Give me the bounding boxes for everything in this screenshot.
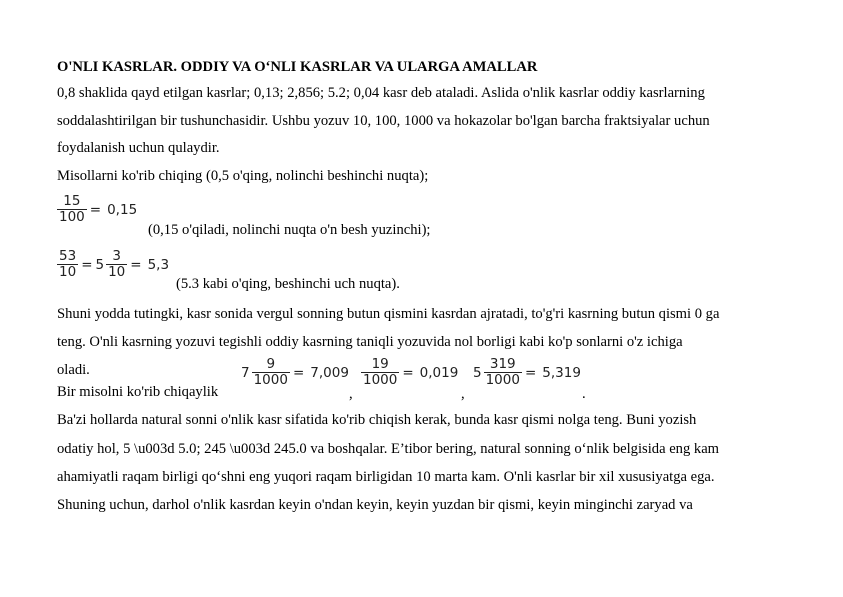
formula-example-2: $\frac{53}{10}$ = 5 $\frac{3}{10}$ = 5,3 xyxy=(59,248,170,280)
fraction: $\frac{9}{1000}$ xyxy=(253,356,288,388)
separator: , xyxy=(461,386,465,402)
paragraph-line: oladi. xyxy=(57,362,90,378)
paragraph-line: Shuning uchun, darhol o'nlik kasrdan keyin o'ndan keyin, keyin yuzdan bir qismi, keyin minginchi zaryad va xyxy=(57,497,693,513)
examples-intro: Misollarni ko'rib chiqing (0,5 o'qing, nolinchi beshinchi nuqta); xyxy=(57,168,429,184)
paragraph-line: 0,8 shaklida qayd etilgan kasrlar; 0,13; 2,856; 5.2; 0,04 kasr deb ataladi. Aslida o'nlik kasrlar oddiy kasrlarning xyxy=(57,85,705,101)
formula-example-1: $\frac{15}{100}$ = 0,15 xyxy=(59,193,138,225)
fraction: $\frac{53}{10}$ xyxy=(59,248,77,280)
formula-example-3c: 5 $\frac{319}{1000}$ = 5,319 xyxy=(473,356,581,388)
formula-example-3b: $\frac{19}{1000}$ = 0,019 xyxy=(363,356,459,388)
period: . xyxy=(582,386,586,402)
fraction: $\frac{319}{1000}$ xyxy=(485,356,520,388)
formula-example-3a: 7 $\frac{9}{1000}$ = 7,009 xyxy=(241,356,349,388)
fraction: $\frac{15}{100}$ xyxy=(59,193,85,225)
fraction: $\frac{19}{1000}$ xyxy=(363,356,398,388)
paragraph-line: Shuni yodda tutingki, kasr sonida vergul sonning butun qismini kasrdan ajratadi, to'g'ri kasrning butun qismi 0 ga xyxy=(57,306,720,322)
paragraph-line: soddalashtirilgan bir tushunchasidir. Ushbu yozuv 10, 100, 1000 va hokazolar bo'lgan barcha fraktsiyalar uchun xyxy=(57,113,710,129)
formula-caption: (5.3 kabi o'qing, beshinchi uch nuqta). xyxy=(176,276,400,292)
heading: O'NLI KASRLAR. ODDIY VA O‘NLI KASRLAR VA ULARGA AMALLAR xyxy=(57,59,538,75)
paragraph-line: Ba'zi hollarda natural sonni o'nlik kasr sifatida ko'rib chiqish kerak, bunda kasr qismi nolga teng. Buni yozish xyxy=(57,412,697,428)
example-line-label: Bir misolni ko'rib chiqaylik xyxy=(57,384,219,400)
paragraph-line: ahamiyatli raqam birligi qo‘shni eng yuqori raqam birligidan 10 marta kam. O'nli kasrlar bir xil xususiyatga ega. xyxy=(57,469,715,485)
paragraph-line: foydalanish uchun qulaydir. xyxy=(57,140,220,156)
paragraph-line: teng. O'nli kasrning yozuvi tegishli oddiy kasrning taniqli yozuvida nol borligi kabi ko'p sonlarni o'z ichiga xyxy=(57,334,683,350)
formula-caption: (0,15 o'qiladi, nolinchi nuqta o'n besh yuzinchi); xyxy=(148,222,431,238)
paragraph-line: odatiy hol, 5 \u003d 5.0; 245 \u003d 245.0 va boshqalar. E’tibor bering, natural sonning o‘nlik belgisida eng kam xyxy=(57,441,720,457)
fraction: $\frac{3}{10}$ xyxy=(108,248,126,280)
separator: , xyxy=(349,386,353,402)
